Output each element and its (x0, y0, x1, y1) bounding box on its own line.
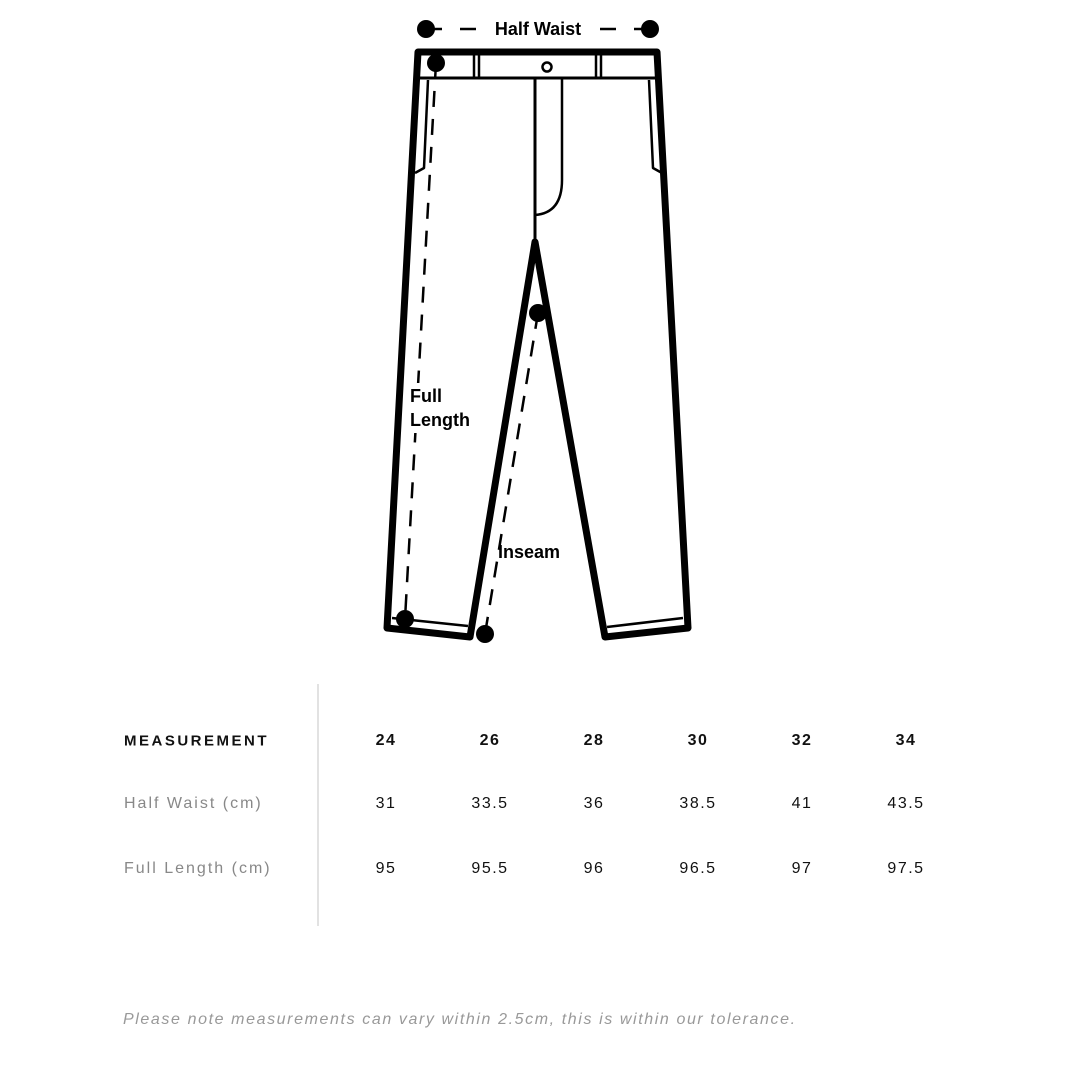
half-waist-value: 31 (375, 795, 397, 812)
full-length-value: 96.5 (679, 860, 717, 877)
half-waist-value: 41 (791, 795, 813, 812)
half-waist-value: 33.5 (471, 795, 509, 812)
size-header: 28 (583, 732, 605, 749)
full-length-label-line1: Full (410, 386, 442, 406)
tolerance-note: Please note measurements can vary within 2.5cm, this is within our tolerance. (123, 1011, 797, 1028)
full-length-value: 96 (583, 860, 605, 877)
half-waist-value: 38.5 (679, 795, 717, 812)
half-waist-value: 36 (583, 795, 605, 812)
full-length-label-line2: Length (410, 410, 470, 430)
size-header: 32 (791, 732, 813, 749)
full-length-value: 95 (375, 860, 397, 877)
full-length-value: 95.5 (471, 860, 509, 877)
row-label-half-waist: Half Waist (cm) (124, 795, 263, 812)
size-header: 26 (479, 732, 501, 749)
measure-dot-icon (529, 304, 547, 322)
inseam-label: Inseam (498, 542, 561, 562)
full-length-value: 97 (791, 860, 813, 877)
size-header: 30 (687, 732, 709, 749)
full-length-value: 97.5 (887, 860, 925, 877)
half-waist-value: 43.5 (887, 795, 925, 812)
table-divider (317, 684, 319, 926)
half-waist-label: Half Waist (494, 19, 582, 39)
measure-dot-icon (396, 610, 414, 628)
size-header: 34 (895, 732, 917, 749)
row-label-full-length: Full Length (cm) (124, 860, 272, 877)
size-header: 24 (375, 732, 397, 749)
measure-dot-icon (427, 54, 445, 72)
measurement-header: MEASUREMENT (124, 732, 270, 750)
half-waist-indicator (417, 19, 659, 39)
measure-dot-icon (476, 625, 494, 643)
